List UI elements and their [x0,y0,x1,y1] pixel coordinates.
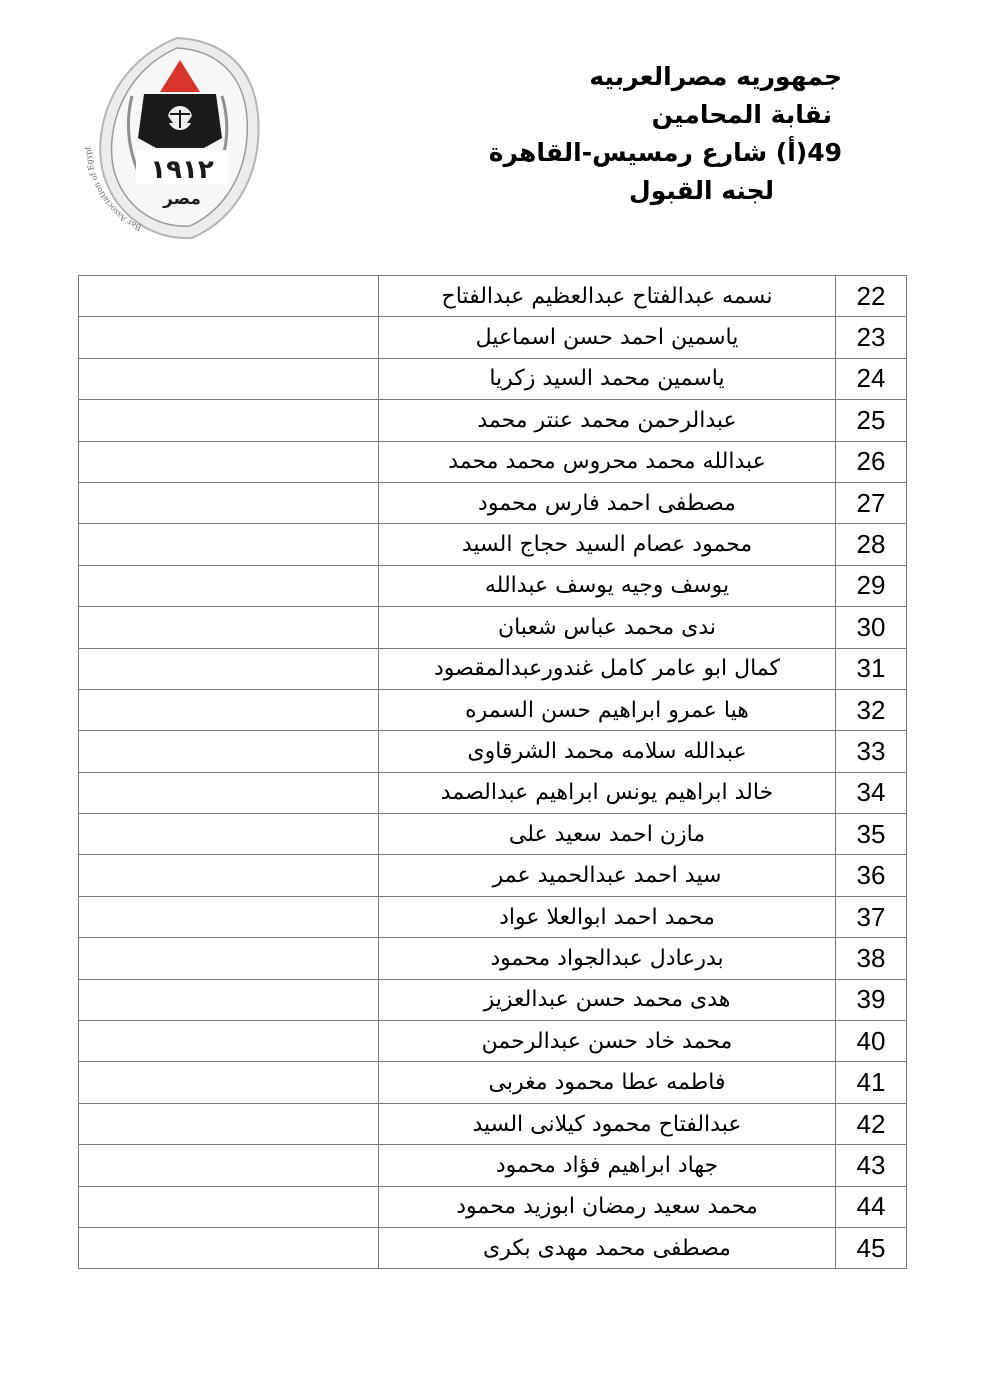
row-number: 33 [836,731,907,772]
row-number: 27 [836,482,907,523]
names-table [78,275,907,1269]
row-number: 25 [836,400,907,441]
table-row [79,731,907,772]
row-number: 43 [836,1145,907,1186]
table-row [79,1062,907,1103]
table-row [79,524,907,565]
member-name: عبدالفتاح محمود كيلانى السيد [379,1103,836,1144]
member-name: سيد احمد عبدالحميد عمر [379,855,836,896]
row-number: 42 [836,1103,907,1144]
member-name: يوسف وجيه يوسف عبدالله [379,565,836,606]
row-number: 39 [836,979,907,1020]
table-row [79,358,907,399]
notes-cell [79,524,379,565]
notes-cell [79,979,379,1020]
member-name: كمال ابو عامر كامل غندورعبدالمقصود [379,648,836,689]
table-row [79,814,907,855]
notes-cell [79,855,379,896]
member-name: مازن احمد سعيد على [379,814,836,855]
table-row [79,1227,907,1268]
member-name: محمد احمد ابوالعلا عواد [379,896,836,937]
table-row [79,1103,907,1144]
notes-cell [79,482,379,523]
notes-cell [79,731,379,772]
logo-country: مصر [163,189,201,209]
table-row [79,938,907,979]
notes-cell [79,1186,379,1227]
notes-cell [79,1062,379,1103]
table-row [79,317,907,358]
syndicate-title: نقابة المحامين [651,100,832,129]
member-name: ندى محمد عباس شعبان [379,607,836,648]
svg-text:Bar Association of Egypt: Bar Association of Egypt [83,146,143,233]
member-name: فاطمه عطا محمود مغربى [379,1062,836,1103]
table-row [79,400,907,441]
country-title: جمهوريه مصرالعربيه [589,62,842,91]
table-row [79,648,907,689]
table-row [79,689,907,730]
letterhead [422,58,842,210]
notes-cell [79,276,379,317]
logo-year: ١٩١٢ [150,155,214,185]
member-name: محمد سعيد رمضان ابوزيد محمود [379,1186,836,1227]
member-name: مصطفى محمد مهدى بكرى [379,1227,836,1268]
row-number: 31 [836,648,907,689]
bar-association-logo [82,26,272,251]
names-table-body [79,276,907,1269]
row-number: 30 [836,607,907,648]
row-number: 35 [836,814,907,855]
notes-cell [79,648,379,689]
table-row [79,979,907,1020]
table-row [79,276,907,317]
table-row [79,607,907,648]
row-number: 44 [836,1186,907,1227]
notes-cell [79,400,379,441]
member-name: هيا عمرو ابراهيم حسن السمره [379,689,836,730]
table-row [79,896,907,937]
notes-cell [79,565,379,606]
notes-cell [79,1145,379,1186]
row-number: 28 [836,524,907,565]
notes-cell [79,689,379,730]
table-row [79,482,907,523]
notes-cell [79,1021,379,1062]
row-number: 26 [836,441,907,482]
table-row [79,1145,907,1186]
notes-cell [79,441,379,482]
notes-cell [79,772,379,813]
row-number: 37 [836,896,907,937]
notes-cell [79,814,379,855]
row-number: 40 [836,1021,907,1062]
notes-cell [79,1227,379,1268]
notes-cell [79,1103,379,1144]
notes-cell [79,358,379,399]
row-number: 29 [836,565,907,606]
member-name: جهاد ابراهيم فؤاد محمود [379,1145,836,1186]
member-name: نسمه عبدالفتاح عبدالعظيم عبدالفتاح [379,276,836,317]
row-number: 24 [836,358,907,399]
member-name: مصطفى احمد فارس محمود [379,482,836,523]
notes-cell [79,317,379,358]
member-name: محمد خاد حسن عبدالرحمن [379,1021,836,1062]
table-row [79,772,907,813]
member-name: ياسمين احمد حسن اسماعيل [379,317,836,358]
table-row [79,855,907,896]
member-name: محمود عصام السيد حجاج السيد [379,524,836,565]
row-number: 41 [836,1062,907,1103]
member-name: عبدالله سلامه محمد الشرقاوى [379,731,836,772]
table-row [79,1021,907,1062]
member-name: خالد ابراهيم يونس ابراهيم عبدالصمد [379,772,836,813]
row-number: 34 [836,772,907,813]
table-row [79,565,907,606]
row-number: 23 [836,317,907,358]
row-number: 36 [836,855,907,896]
member-name: ياسمين محمد السيد زكريا [379,358,836,399]
table-row [79,441,907,482]
member-name: هدى محمد حسن عبدالعزيز [379,979,836,1020]
row-number: 22 [836,276,907,317]
notes-cell [79,938,379,979]
member-name: بدرعادل عبدالجواد محمود [379,938,836,979]
table-row [79,1186,907,1227]
member-name: عبدالله محمد محروس محمد محمد [379,441,836,482]
committee-title: لجنه القبول [629,176,774,205]
notes-cell [79,607,379,648]
row-number: 38 [836,938,907,979]
member-name: عبدالرحمن محمد عنتر محمد [379,400,836,441]
row-number: 45 [836,1227,907,1268]
address-line: 49(أ) شارع رمسيس-القاهرة [488,138,842,167]
row-number: 32 [836,689,907,730]
notes-cell [79,896,379,937]
emblem-icon [82,26,272,251]
